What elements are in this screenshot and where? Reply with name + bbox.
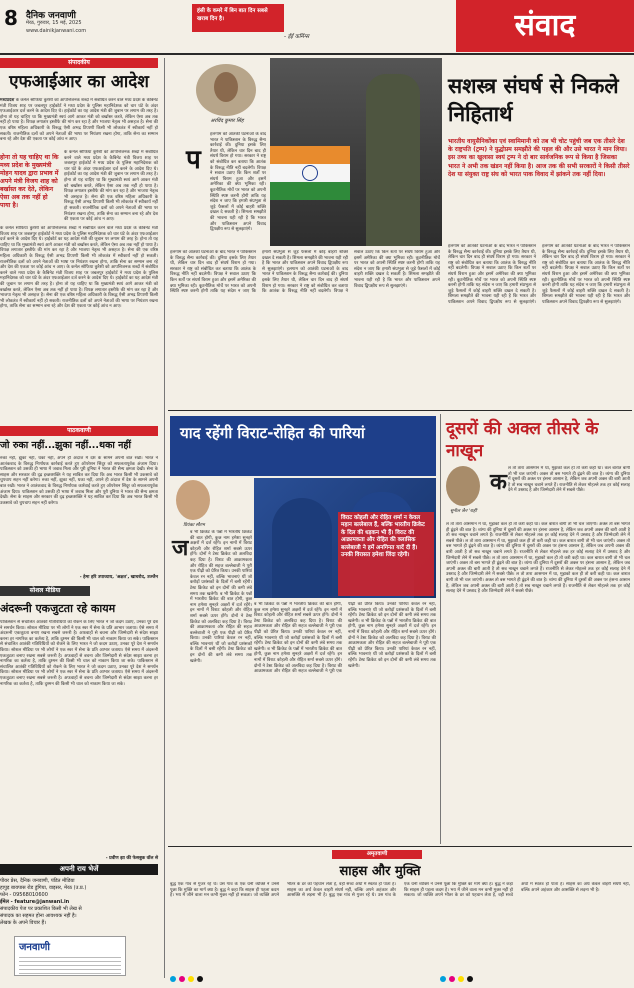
others-body-text: ल तो तारा आसमान में था, मुझको कल ही तो करी कही था। कल बारात बागी तो भी चल जाएंगी। अक्ल तो बस भागते ही ढूंढ़ने की बात है। व्यंग्य की दुनिया में दूसरों की अक्ल पर हंसना आसान है, लेकिन जब अपनी अक्ल की बारी आती है तो सब नाखून चबाने लगते हैं। राजनीति से लेकर मोहल्ले तक हर कोई सलाह देने में उस्ताद है और जिम्मेदारी लेने में सबसे पीछे। bbox=[446, 572, 630, 595]
others-author: सुनील जैन 'राही' bbox=[450, 509, 478, 514]
thumbnail-lines-icon bbox=[19, 957, 121, 975]
others-author-photo bbox=[446, 466, 480, 506]
paathakvani-text-a: रुका नहीं, झुका नहीं, थका नहीं, अपने ही अंदाज में देश के सामने अपनी बात रखी। भारत ने आतंकवाद के विरुद्ध निर्णायक कार्रवाई करते हुए ऑपरेशन सिंदूर को सफलतापूर्वक अंजाम दिया। पाकिस्तान को उसकी ही भाषा में जवाब मिला और पूरी दुनिया ने भारत की सैन्य क्षमता देखी। सेना के साहस और सरकार की दृढ़ इच्छाशक्ति ने यह साबित कर दिया कि अब भारत किसी भी उकसावे को चुपचाप सहन नहीं करेगा। bbox=[0, 456, 158, 484]
contact-line: लेखक के अपने विचार हैं। bbox=[0, 920, 47, 926]
virat-highlight: विराट कोहली और रोहित शर्मा न केवल महान बल्लेबाज हैं, बल्कि भारतीय क्रिकेट के दिल की धड़कन भी हैं। विराट की आक्रामकता और रोहित की क्लासिक बल्लेबाजी ने हमें अनगिनत यादें दी हैं। उनकी विरासत हमेशा जिंदा रहेगी। bbox=[338, 512, 434, 596]
author-photo bbox=[196, 64, 256, 116]
virat-body-text: ब भी क्रिकेट के पन्नों में भारतीय क्रिकेट की बात होगी, कुछ नाम हमेशा सुनहरे अक्षरों में दर्ज रहेंगे। इन नामों में विराट कोहली और रोहित शर्मा सबसे ऊपर होंगे। दोनों ने टेस्ट क्रिकेट को अलविदा कह दिया है। विराट की आक्रामकता और रोहित की सहज बल्लेबाजी ने पूरी एक पीढ़ी को प्रेरित किया। उनकी पारियां केवल रन नहीं, बल्कि भावनाएं थीं जो करोड़ों प्रशंसकों के दिलों में बसी रहेंगी। टेस्ट क्रिकेट को इन दोनों की कमी लंबे समय तक खलेगी। bbox=[190, 530, 252, 597]
virat-body-col1 bbox=[190, 530, 252, 840]
virat-body-text: ब भी क्रिकेट के पन्नों में भारतीय क्रिकेट की बात होगी, कुछ नाम हमेशा सुनहरे अक्षरों में दर्ज रहेंगे। इन नामों में विराट कोहली और रोहित शर्मा सबसे ऊपर होंगे। दोनों ने टेस्ट क्रिकेट को अलविदा कह दिया है। विराट की आक्रामकता और रोहित की सहज बल्लेबाजी ने पूरी एक पीढ़ी को प्रेरित किया। उनकी पारियां केवल रन नहीं, बल्कि भावनाएं थीं जो करोड़ों प्रशंसकों के दिलों में बसी रहेंगी। टेस्ट क्रिकेट को इन दोनों की कमी लंबे समय तक खलेगी। bbox=[254, 602, 342, 652]
column-divider bbox=[164, 58, 165, 978]
dateline: मेरठ, गुरुवार, 15 मई, 2025 bbox=[26, 20, 82, 26]
section-title: संवाद bbox=[514, 8, 576, 43]
right-divider bbox=[440, 414, 441, 844]
editorial-body-c: के कर्नल सोफिया कुरैशी को आपत्तिजनक शब्दों में संबोधित करने वाले मध्य प्रदेश के कैबिनेट मंत्री विजय शाह पर जबलपुर हाईकोर्ट ने मध्य प्रदेश के पुलिस महानिदेशक को चार घंटे के अंदर एफआईआर दर्ज करने के आदेश दिए थे। हाईकोर्ट का यह आदेश मंत्री की जुबान पर लगाम की तरह है। होना तो यह चाहिए था कि मुख्यमंत्री स्वयं आगे आकर मंत्री को बर्खास्त करते, लेकिन ऐसा अब तक नहीं हो पाया है। विपक्ष लगातार इस्तीफे की मांग कर रहा है और भाजपा नेतृत्व भी असहज है। सेना की एक वरिष्ठ महिला अधिकारी के विरुद्ध ऐसी अभद्र टिप्पणी किसी भी लोकतंत्र में स्वीकार्य नहीं हो सकती। राजनीतिक दलों को अपने नेताओं की भाषा पर नियंत्रण रखना होगा, ताकि सेना का सम्मान बना रहे और देश की एकता पर कोई आंच न आए। bbox=[0, 226, 158, 271]
lead-body-strip bbox=[170, 250, 440, 406]
paathakvani-text-b: रुका नहीं, झुका नहीं, थका नहीं, अपने ही अंदाज में देश के सामने अपनी बात रखी। भारत ने आतंकवाद के विरुद्ध निर्णायक कार्रवाई करते हुए ऑपरेशन सिंदूर को सफलतापूर्वक अंजाम दिया। पाकिस्तान को उसकी ही भाषा में जवाब मिला और पूरी दुनिया ने भारत की सैन्य क्षमता देखी। सेना के साहस और सरकार की दृढ़ इच्छाशक्ति ने यह साबित कर दिया कि अब भारत किसी भी उकसावे को चुपचाप सहन नहीं करेगा। bbox=[0, 478, 158, 506]
reg-dot bbox=[197, 976, 203, 982]
contact-line: हापुड़ बायपास रोड डुंगिया, वाइसर, मेरठ (उ.प्र.) bbox=[0, 885, 87, 891]
paathakvani-label: पाठकवाणी bbox=[0, 426, 158, 436]
social-label: सोशल मीडिया bbox=[0, 586, 90, 596]
virat-body-cols bbox=[254, 602, 436, 840]
reg-dot bbox=[440, 976, 446, 982]
lead-body-right bbox=[448, 244, 630, 406]
lead-deck: भारतीय वायुसैनिकोंका एवं स्वामिमानी को तब भी चोट पहुंची जब एक तीसरे देश के राष्ट्रपति (ट्रम्प) ने युद्धोप्रम समझौते की पहल की और उसे भारत ने मान लिया। इस तथ्य का खुलासा स्वयं ट्रम्प ने दो बार सार्वजनिक रूप से किया है जिसका भारत ने अभी तक खंडन नहीं किया है। आज तक की सभी सरकारों ने किसी तीसरे देश या संयुक्त राष्ट्र संघ को भारत पाक विवाद में झांकने तक नहीं दिया। bbox=[448, 138, 630, 178]
social-text-a: पाकिस्तान से संचालित आतंकी गतिविधियों को रोकने के लिए भारत ने जो कदम उठाए, उनका पूरे देश ने समर्थन किया। सोशल मीडिया पर भी लोगों ने एक स्वर में सेना के प्रति आभार जताया। ऐसे समय में अंदरूनी एकजुटता बनाए रखना सबसे जरूरी है। अफवाहों से बचना और जिम्मेदारी से संदेश साझा करना हर नागरिक का कर्तव्य है, ताकि दुश्मन की किसी भी चाल को नाकाम किया जा सके। bbox=[0, 620, 158, 642]
player-left bbox=[272, 498, 332, 598]
website[interactable]: www.dainikjanwani.com bbox=[26, 28, 87, 34]
others-body-main bbox=[446, 522, 630, 840]
editorial-body-bottom bbox=[0, 226, 158, 426]
reg-dot bbox=[449, 976, 455, 982]
others-body-text: ल तो तारा आसमान में था, मुझको कल ही तो करी कही था। कल बारात बागी तो भी चल जाएंगी। अक्ल तो बस भागते ही ढूंढ़ने की बात है। व्यंग्य की दुनिया में दूसरों की अक्ल पर हंसना आसान है, लेकिन जब अपनी अक्ल की बारी आती है तो सब नाखून चबाने लगते हैं। राजनीति से लेकर मोहल्ले तक हर कोई सलाह देने में उस्ताद है और जिम्मेदारी लेने में सबसे पीछे। bbox=[446, 538, 630, 561]
left-column bbox=[0, 58, 162, 983]
editorial-lead-word: मध्यप्रदेश bbox=[0, 98, 15, 103]
virat-drop-cap: ज bbox=[172, 536, 189, 561]
contact-line: संपादक का सहमत होना आवश्यक नहीं है। bbox=[0, 913, 77, 919]
social-text-b: पाकिस्तान से संचालित आतंकी गतिविधियों को रोकने के लिए भारत ने जो कदम उठाए, उनका पूरे देश ने समर्थन किया। सोशल मीडिया पर भी लोगों ने एक स्वर में सेना के प्रति आभार जताया। ऐसे समय में अंदरूनी एकजुटता बनाए रखना सबसे जरूरी है। अफवाहों से बचना और जिम्मेदारी से संदेश साझा करना हर नागरिक का कर्तव्य है, ताकि दुश्मन की किसी भी चाल को नाकाम किया जा सके। bbox=[0, 636, 158, 665]
editorial-body-col bbox=[64, 150, 158, 222]
virat-headline: याद रहेंगी विराट-रोहित की पारियां bbox=[180, 424, 365, 442]
reg-dot bbox=[458, 976, 464, 982]
virat-headline-box bbox=[170, 416, 436, 476]
contact-lines bbox=[0, 878, 158, 927]
chakra-icon bbox=[302, 165, 318, 181]
virat-body-text: ब भी क्रिकेट के पन्नों में भारतीय क्रिकेट की बात होगी, कुछ नाम हमेशा सुनहरे अक्षरों में दर्ज रहेंगे। इन नामों में विराट कोहली और रोहित शर्मा सबसे ऊपर होंगे। दोनों ने टेस्ट क्रिकेट को अलविदा कह दिया है। विराट की आक्रामकता और रोहित की सहज बल्लेबाजी ने पूरी एक पीढ़ी को प्रेरित किया। उनकी पारियां केवल रन नहीं, बल्कि भावनाएं थीं जो करोड़ों प्रशंसकों के दिलों में बसी रहेंगी। टेस्ट क्रिकेट को इन दोनों की कमी लंबे समय तक खलेगी। bbox=[348, 618, 436, 669]
social-title: अंदरूनी एकजुटता रहे कायम bbox=[0, 602, 116, 615]
editorial-title: एफआईआर का आदेश bbox=[9, 72, 149, 92]
social-text-c: पाकिस्तान से संचालित आतंकी गतिविधियों को रोकने के लिए भारत ने जो कदम उठाए, उनका पूरे देश ने समर्थन किया। सोशल मीडिया पर भी लोगों ने एक स्वर में सेना के प्रति आभार जताया। ऐसे समय में अंदरूनी एकजुटता बनाए रखना सबसे जरूरी है। अफवाहों से बचना और जिम्मेदारी से संदेश साझा करना हर नागरिक का कर्तव्य है, ताकि दुश्मन की किसी भी चाल को नाकाम किया जा सके। bbox=[0, 659, 158, 687]
social-credit: - प्रवीण झा की फेसबुक वॉल से bbox=[105, 856, 158, 861]
virat-author: प्रियंका सौरभ bbox=[183, 523, 205, 528]
editorial-body-b: के कर्नल सोफिया कुरैशी को आपत्तिजनक शब्दों में संबोधित करने वाले मध्य प्रदेश के कैबिनेट मंत्री विजय शाह पर जबलपुर हाईकोर्ट ने मध्य प्रदेश के पुलिस महानिदेशक को चार घंटे के अंदर एफआईआर दर्ज करने के आदेश दिए थे। हाईकोर्ट का यह आदेश मंत्री की जुबान पर लगाम की तरह है। होना तो यह चाहिए था कि मुख्यमंत्री स्वयं आगे आकर मंत्री को बर्खास्त करते, लेकिन ऐसा अब तक नहीं हो पाया है। विपक्ष लगातार इस्तीफे की मांग कर रहा है और भाजपा नेतृत्व भी असहज है। सेना की एक वरिष्ठ महिला अधिकारी के विरुद्ध ऐसी अभद्र टिप्पणी किसी भी लोकतंत्र में स्वीकार्य नहीं हो सकती। राजनीतिक दलों को अपने नेताओं की भाषा पर नियंत्रण रखना होगा, ताकि सेना का सम्मान बना रहे और देश की एकता पर कोई आंच न आए। bbox=[64, 150, 158, 222]
newspaper-thumbnail bbox=[14, 936, 126, 976]
bottom-rule bbox=[168, 846, 632, 847]
quote-text: हंसी के कमरे में बिन बात दिन सबसे खराब दिन है। bbox=[197, 8, 268, 22]
face-icon bbox=[214, 72, 238, 102]
virat-author-photo bbox=[176, 480, 210, 520]
others-drop-cap: क bbox=[490, 470, 507, 495]
others-headline: दूसरों की अक्ल तीसरे के नाखून bbox=[446, 419, 599, 461]
masthead-rule bbox=[0, 53, 634, 55]
paathakvani-body bbox=[0, 456, 158, 572]
amritvani-body bbox=[170, 882, 630, 972]
contact-label: अपनी राय भेजें bbox=[0, 864, 158, 875]
editorial-label: संपादकीय bbox=[0, 58, 158, 68]
reg-dot bbox=[179, 976, 185, 982]
others-body-text: ल तो तारा आसमान में था, मुझको कल ही तो करी कही था। कल बारात बागी तो भी चल जाएंगी। अक्ल तो बस भागते ही ढूंढ़ने की बात है। व्यंग्य की दुनिया में दूसरों की अक्ल पर हंसना आसान है, लेकिन जब अपनी अक्ल की बारी आती है तो सब नाखून चबाने लगते हैं। राजनीति से लेकर मोहल्ले तक हर कोई सलाह देने में उस्ताद है और जिम्मेदारी लेने में सबसे पीछे। bbox=[508, 466, 630, 494]
quote-box bbox=[192, 4, 284, 32]
paathakvani-title: जो रुका नहीं...झुका नहीं...थका नहीं bbox=[0, 440, 131, 451]
editorial-body-d: के कर्नल सोफिया कुरैशी को आपत्तिजनक शब्दों में संबोधित करने वाले मध्य प्रदेश के कैबिनेट मंत्री विजय शाह पर जबलपुर हाईकोर्ट ने मध्य प्रदेश के पुलिस महानिदेशक को चार घंटे के अंदर एफआईआर दर्ज करने के आदेश दिए थे। हाईकोर्ट का यह आदेश मंत्री की जुबान पर लगाम की तरह है। होना तो यह चाहिए था कि मुख्यमंत्री स्वयं आगे आकर मंत्री को बर्खास्त करते, लेकिन ऐसा अब तक नहीं हो पाया है। विपक्ष लगातार इस्तीफे की मांग कर रहा है और भाजपा नेतृत्व भी असहज है। सेना की एक वरिष्ठ महिला अधिकारी के विरुद्ध ऐसी अभद्र टिप्पणी किसी भी लोकतंत्र में स्वीकार्य नहीं हो सकती। राजनीतिक दलों को अपने नेताओं की भाषा पर नियंत्रण रखना होगा, ताकि सेना का सम्मान बना रहे और देश की एकता पर कोई आंच न आए। bbox=[0, 265, 158, 310]
social-body bbox=[0, 620, 158, 852]
lead-body-col1 bbox=[210, 132, 266, 246]
flag-green bbox=[270, 182, 350, 200]
lead-body-text: हलगाम को आतंकी घटनाओं के बाद भारत ने पाकिस्तान के विरुद्ध सैन्य कार्रवाई की। दुनिया इसके लिए तैयार थी, लेकिन चार दिन बाद ही संघर्ष विराम हो गया। सरकार ने राष्ट्र को संबोधित कर बताया कि आतंक के विरुद्ध नीति नहीं बदलेगी। विपक्ष ने सवाल उठाए कि किन शर्तों पर संघर्ष विराम हुआ और इसमें अमेरिका की क्या भूमिका रही। कूटनीतिक मोर्चे पर भारत को अपनी स्थिति स्पष्ट करनी होगी ताकि यह संदेश न जाए कि हमारी संप्रभुता से जुड़े फैसलों में कोई बाहरी शक्ति दखल दे सकती है। शिमला समझौते की भावना यही रही है कि भारत और पाकिस्तान अपने विवाद द्विपक्षीय रूप से सुलझाएंगे। bbox=[210, 132, 266, 233]
page-number: 8 bbox=[4, 6, 18, 30]
flag-saffron bbox=[270, 146, 350, 164]
reg-dot bbox=[188, 976, 194, 982]
lead-body-text: हलगाम को आतंकी घटनाओं के बाद भारत ने पाकिस्तान के विरुद्ध सैन्य कार्रवाई की। दुनिया इसके लिए तैयार थी, लेकिन चार दिन बाद ही संघर्ष विराम हो गया। सरकार ने राष्ट्र को संबोधित कर बताया कि आतंक के विरुद्ध नीति नहीं बदलेगी। विपक्ष ने सवाल उठाए कि किन शर्तों पर संघर्ष विराम हुआ और इसमें अमेरिका की क्या भूमिका रही। कूटनीतिक मोर्चे पर भारत को अपनी स्थिति स्पष्ट करनी होगी ताकि यह संदेश न जाए कि हमारी संप्रभुता से जुड़े फैसलों में कोई बाहरी शक्ति दखल दे सकती है। शिमला समझौते की भावना यही रही है कि भारत और पाकिस्तान अपने विवाद द्विपक्षीय रूप से सुलझाएंगे। bbox=[262, 250, 440, 295]
others-body-text: ल तो तारा आसमान में था, मुझको कल ही तो करी कही था। कल बारात बागी तो भी चल जाएंगी। अक्ल तो बस भागते ही ढूंढ़ने की बात है। व्यंग्य की दुनिया में दूसरों की अक्ल पर हंसना आसान है, लेकिन जब अपनी अक्ल की बारी आती है तो सब नाखून चबाने लगते हैं। राजनीति से लेकर मोहल्ले तक हर कोई सलाह देने में उस्ताद है और जिम्मेदारी लेने में सबसे पीछे। bbox=[446, 555, 630, 578]
lead-headline: सशस्त्र संघर्ष से निकले निहितार्थ bbox=[448, 74, 619, 126]
masthead bbox=[0, 0, 634, 54]
editorial-body-a: के कर्नल सोफिया कुरैशी को आपत्तिजनक शब्दों में संबोधित करने वाले मध्य प्रदेश के कैबिनेट मंत्री विजय शाह पर जबलपुर हाईकोर्ट ने मध्य प्रदेश के पुलिस महानिदेशक को चार घंटे के अंदर एफआईआर दर्ज करने के आदेश दिए थे। हाईकोर्ट का यह आदेश मंत्री की जुबान पर लगाम की तरह है। होना तो यह चाहिए था कि मुख्यमंत्री स्वयं आगे आकर मंत्री को बर्खास्त करते, लेकिन ऐसा अब तक नहीं हो पाया है। विपक्ष लगातार इस्तीफे की मांग कर रहा है और भाजपा नेतृत्व भी असहज है। सेना की एक वरिष्ठ महिला अधिकारी के विरुद्ध ऐसी अभद्र टिप्पणी किसी भी लोकतंत्र में स्वीकार्य नहीं हो सकती। राजनीतिक दलों को अपने नेताओं की भाषा पर नियंत्रण रखना होगा, ताकि सेना का सम्मान बना रहे और देश की एकता पर कोई आंच न आए। bbox=[0, 98, 158, 143]
others-body-text: ल तो तारा आसमान में था, मुझको कल ही तो करी कही था। कल बारात बागी तो भी चल जाएंगी। अक्ल तो बस भागते ही ढूंढ़ने की बात है। व्यंग्य की दुनिया में दूसरों की अक्ल पर हंसना आसान है, लेकिन जब अपनी अक्ल की बारी आती है तो सब नाखून चबाने लगते हैं। राजनीति से लेकर मोहल्ले तक हर कोई सलाह देने में उस्ताद है और जिम्मेदारी लेने में सबसे पीछे। bbox=[446, 522, 630, 544]
editorial-pullquote: होना तो यह चाहिए था कि मध्य प्रदेश के मुख्यमंत्री मोहन यादव द्वारा प्रभाव में अपने मंत्री विजय शाह को बर्खास्त कर देते, लेकिन ऐसा अब तक नहीं हो पाया है। bbox=[0, 154, 59, 209]
virat-body-text: ब भी क्रिकेट के पन्नों में भारतीय क्रिकेट की बात होगी, कुछ नाम हमेशा सुनहरे अक्षरों में दर्ज रहेंगे। इन नामों में विराट कोहली और रोहित शर्मा सबसे ऊपर होंगे। दोनों ने टेस्ट क्रिकेट को अलविदा कह दिया है। विराट की आक्रामकता और रोहित की सहज बल्लेबाजी ने पूरी एक पीढ़ी को प्रेरित किया। उनकी पारियां केवल रन नहीं, बल्कि भावनाएं थीं जो करोड़ों प्रशंसकों के दिलों में बसी रहेंगी। टेस्ट क्रिकेट को इन दोनों की कमी लंबे समय तक खलेगी। bbox=[190, 591, 252, 664]
soldier-photo bbox=[270, 58, 442, 246]
soldier-silhouette bbox=[366, 74, 420, 246]
lead-author: अरविंद कुमार सिंह bbox=[210, 118, 244, 124]
lead-body-text: हलगाम को आतंकी घटनाओं के बाद भारत ने पाकिस्तान के विरुद्ध सैन्य कार्रवाई की। दुनिया इसके लिए तैयार थी, लेकिन चार दिन बाद ही संघर्ष विराम हो गया। सरकार ने राष्ट्र को संबोधित कर बताया कि आतंक के विरुद्ध नीति नहीं बदलेगी। विपक्ष ने सवाल उठाए कि किन शर्तों पर संघर्ष विराम हुआ और इसमें अमेरिका की क्या भूमिका रही। कूटनीतिक मोर्चे पर भारत को अपनी स्थिति स्पष्ट करनी होगी ताकि यह संदेश न जाए कि हमारी संप्रभुता से जुड़े फैसलों में कोई बाहरी शक्ति दखल दे सकती है। शिमला समझौते की भावना यही रही है कि भारत और पाकिस्तान अपने विवाद द्विपक्षीय रूप से सुलझाएंगे। bbox=[542, 244, 630, 305]
amritvani-text: बुद्ध एक गांव से गुजर रहे थे। उस गांव के एक धनी व्यक्ति ने उनसे पूछा कि मुक्ति का मार्ग क्या है। बुद्ध ने कहा कि साहस ही पहला कदम है। भय में जीने वाला मन कभी मुक्त नहीं हो सकता। जो व्यक्ति अपने भीतर के डर को पहचान लेता है, वही सच्चे अर्थों में स्वतंत्र हो पाता है। साहस का अर्थ केवल बाहरी संघर्ष नहीं, बल्कि अपने अहंकार और आसक्ति से लड़ना भी है। bbox=[328, 882, 630, 899]
virat-body-text: ब भी क्रिकेट के पन्नों में भारतीय क्रिकेट की बात होगी, कुछ नाम हमेशा सुनहरे अक्षरों में दर्ज रहेंगे। इन नामों में विराट कोहली और रोहित शर्मा सबसे ऊपर होंगे। दोनों ने टेस्ट क्रिकेट को अलविदा कह दिया है। विराट की आक्रामकता और रोहित की सहज बल्लेबाजी ने पूरी एक पीढ़ी को प्रेरित किया। उनकी पारियां केवल रन नहीं, बल्कि भावनाएं थीं जो करोड़ों प्रशंसकों के दिलों में बसी रहेंगी। टेस्ट क्रिकेट को इन दोनों की कमी लंबे समय तक खलेगी। bbox=[254, 602, 436, 675]
paper-name: दैनिक जनवाणी bbox=[26, 11, 76, 21]
amritvani-text: बुद्ध एक गांव से गुजर रहे थे। उस गांव के एक धनी व्यक्ति ने उनसे पूछा कि मुक्ति का मार्ग क्या है। बुद्ध ने कहा कि साहस ही पहला कदम है। भय में जीने वाला मन कभी मुक्त नहीं हो सकता। जो व्यक्ति अपने भीतर के डर को पहचान लेता है, वही सच्चे अर्थों में स्वतंत्र हो पाता है। साहस का अर्थ केवल बाहरी संघर्ष नहीं, बल्कि अपने अहंकार और आसक्ति से लड़ना भी है। bbox=[170, 882, 396, 899]
lead-body-text: हलगाम को आतंकी घटनाओं के बाद भारत ने पाकिस्तान के विरुद्ध सैन्य कार्रवाई की। दुनिया इसके लिए तैयार थी, लेकिन चार दिन बाद ही संघर्ष विराम हो गया। सरकार ने राष्ट्र को संबोधित कर बताया कि आतंक के विरुद्ध नीति नहीं बदलेगी। विपक्ष ने सवाल उठाए कि किन शर्तों पर संघर्ष विराम हुआ और इसमें अमेरिका की क्या भूमिका रही। कूटनीतिक मोर्चे पर भारत को अपनी स्थिति स्पष्ट करनी होगी ताकि यह संदेश न जाए कि हमारी संप्रभुता से जुड़े फैसलों में कोई बाहरी शक्ति दखल दे सकती है। शिमला समझौते की भावना यही रही है कि भारत और पाकिस्तान अपने विवाद द्विपक्षीय रूप से सुलझाएंगे। bbox=[448, 244, 536, 305]
reg-dot bbox=[467, 976, 473, 982]
contact-line: पीयर प्रेस, दैनिक जनवाणी, पंडित मीडिया bbox=[0, 878, 75, 884]
contact-line: संपादकीय पेज पर प्रकाशित किसी भी लेख से bbox=[0, 906, 82, 912]
lead-drop-cap: प bbox=[186, 145, 201, 175]
others-body-top bbox=[508, 466, 630, 518]
color-registration-marks bbox=[170, 976, 203, 982]
lead-body-text: हलगाम को आतंकी घटनाओं के बाद भारत ने पाकिस्तान के विरुद्ध सैन्य कार्रवाई की। दुनिया इसके लिए तैयार थी, लेकिन चार दिन बाद ही संघर्ष विराम हो गया। सरकार ने राष्ट्र को संबोधित कर बताया कि आतंक के विरुद्ध नीति नहीं बदलेगी। विपक्ष ने सवाल उठाए कि किन शर्तों पर संघर्ष विराम हुआ और इसमें अमेरिका की क्या भूमिका रही। कूटनीतिक मोर्चे पर भारत को अपनी स्थिति स्पष्ट करनी होगी ताकि यह संदेश न जाए कि हमारी संप्रभुता से जुड़े फैसलों में कोई बाहरी शक्ति दखल दे सकती है। शिमला समझौते की भावना यही रही है कि भारत और पाकिस्तान अपने विवाद द्विपक्षीय रूप से सुलझाएंगे। bbox=[170, 250, 348, 295]
thumbnail-logo: जनवाणी bbox=[19, 942, 50, 953]
reg-dot bbox=[170, 976, 176, 982]
amritvani-title: साहस और मुक्ति bbox=[339, 864, 421, 879]
section-rule bbox=[168, 410, 632, 411]
amritvani-label: अमृतवाणी bbox=[332, 850, 422, 859]
quote-credit: - ईई कमिंग्स bbox=[284, 34, 310, 40]
contact-email[interactable]: ईमेल - feature@janwani.in bbox=[0, 899, 70, 905]
section-banner bbox=[456, 0, 634, 52]
color-registration-marks bbox=[440, 976, 473, 982]
contact-line: फोन - 09568010600 bbox=[0, 892, 48, 898]
paathakvani-credit: - हेमा हरि उपाध्याय, 'अक्षत', खाचरोद, उज्जैन bbox=[79, 575, 158, 580]
editorial-lead bbox=[0, 98, 158, 148]
